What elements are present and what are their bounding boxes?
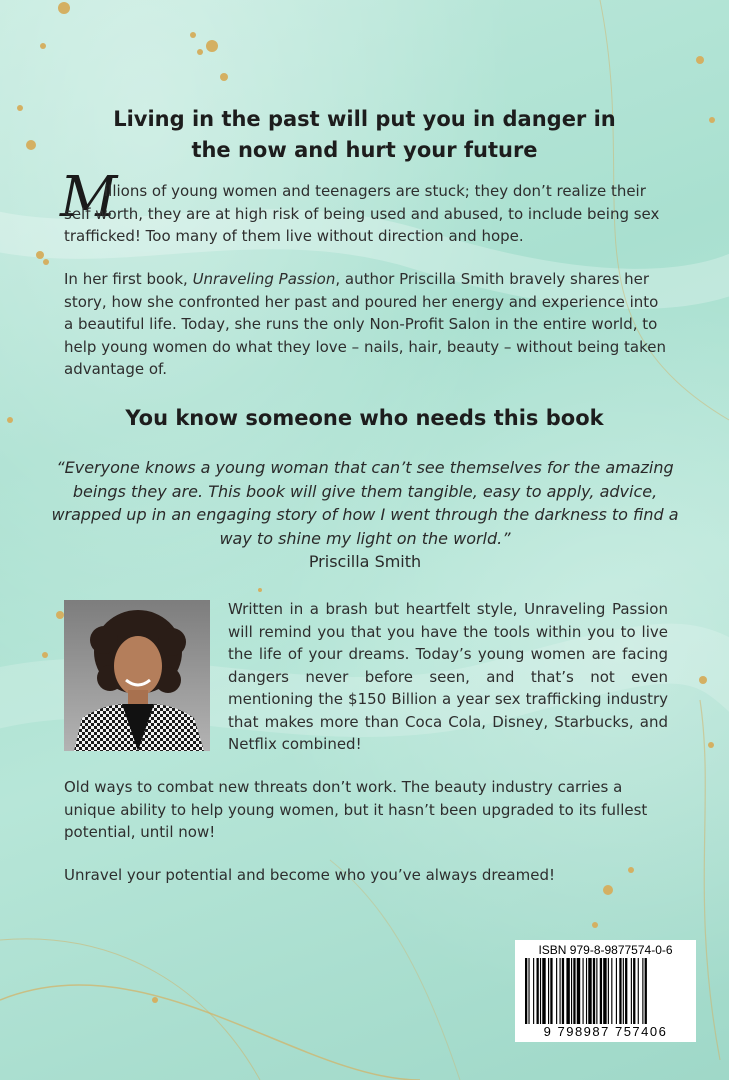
barcode-bar bbox=[631, 958, 632, 1024]
barcode-bar bbox=[623, 958, 624, 1024]
barcode-bar bbox=[593, 958, 595, 1024]
barcode-bar bbox=[619, 958, 621, 1024]
isbn-label: ISBN 979-8-9877574-0-6 bbox=[538, 943, 673, 957]
quote-author: Priscilla Smith bbox=[308, 552, 422, 571]
barcode-bar bbox=[577, 958, 580, 1024]
barcode-digits: 9 798987 757406 bbox=[543, 1024, 668, 1039]
barcode-bar bbox=[542, 958, 545, 1024]
barcode-bar bbox=[616, 958, 617, 1024]
barcode-bar bbox=[608, 958, 609, 1024]
author-photo bbox=[64, 600, 210, 751]
barcode-bar bbox=[588, 958, 591, 1024]
barcode-bars bbox=[525, 958, 686, 1024]
barcode-bar bbox=[537, 958, 539, 1024]
beauty-industry-paragraph: Old ways to combat new threats don’t work. The beauty industry carries a unique ability to help young women, but it hasn’t been upgraded to its fullest potential, until now! bbox=[64, 778, 648, 841]
intro-rest: self worth, they are at high risk of being used and abused, to include being sex trafficked! Too many of them live without direction and hope. bbox=[64, 204, 660, 245]
barcode-bar bbox=[596, 958, 597, 1024]
barcode-bar bbox=[638, 958, 639, 1024]
barcode-bar bbox=[633, 958, 635, 1024]
barcode-bar bbox=[560, 958, 561, 1024]
main-heading bbox=[0, 104, 729, 166]
barcode-bar bbox=[611, 958, 612, 1024]
barcode-bar bbox=[573, 958, 575, 1024]
main-heading-line-2: the now and hurt your future bbox=[191, 138, 538, 162]
barcode-bar bbox=[586, 958, 587, 1024]
book-intro-end: , author Priscilla Smith bravely shares her story, how she confronted her past and poured her energy and experience into a beautiful life. Today, she runs the only Non-Profit Salon in the entire world, to help young women do what they love – nails, hair, beauty – without being taken advantage of. bbox=[64, 270, 666, 378]
main-heading-line-1: Living in the past will put you in danger in bbox=[113, 107, 616, 131]
book-intro-paragraph bbox=[64, 268, 668, 381]
barcode-bar bbox=[625, 958, 627, 1024]
barcode-bar bbox=[548, 958, 549, 1024]
barcode-bar bbox=[562, 958, 564, 1024]
barcode-bar bbox=[642, 958, 643, 1024]
barcode-bar bbox=[540, 958, 541, 1024]
intro-dropcap: M bbox=[60, 165, 118, 230]
barcode-bar bbox=[603, 958, 606, 1024]
barcode-bar bbox=[533, 958, 534, 1024]
barcode-bar bbox=[525, 958, 527, 1024]
closing-line: Unravel your potential and become who you’ve always dreamed! bbox=[64, 866, 556, 884]
barcode-bar bbox=[571, 958, 572, 1024]
barcode-bar bbox=[645, 958, 647, 1024]
barcode-bar bbox=[566, 958, 569, 1024]
barcode-bar bbox=[550, 958, 552, 1024]
book-intro-start: In her first book, bbox=[64, 270, 193, 288]
barcode-bar bbox=[556, 958, 557, 1024]
barcode-bar bbox=[583, 958, 584, 1024]
quote-text: “Everyone knows a young woman that can’t see themselves for the amazing beings they are. This book will give them tangible, easy to apply, advice, wrapped up in an engaging story of how I went through the darkness to find a way to shine my light on the world.” bbox=[51, 458, 679, 548]
intro-first-line: illions of young women and teenagers are stuck; they don’t realize their bbox=[104, 182, 646, 200]
description-paragraph: Written in a brash but heartfelt style, Unraveling Passion will remind you that you have the tools within you to live the life of your dreams. Today’s young women are facing dangers never before seen, and that’s not even mentioning the $150 Billion a year sex trafficking industry that makes more than Coca Cola, Disney, Starbucks, and Netflix combined! bbox=[228, 600, 668, 753]
isbn-barcode bbox=[515, 940, 696, 1042]
book-title: Unraveling Passion bbox=[192, 270, 336, 288]
author-quote bbox=[40, 456, 690, 574]
barcode-bar bbox=[528, 958, 529, 1024]
intro-paragraph bbox=[64, 180, 668, 248]
barcode-bar bbox=[600, 958, 602, 1024]
subheading: You know someone who needs this book bbox=[125, 406, 604, 430]
